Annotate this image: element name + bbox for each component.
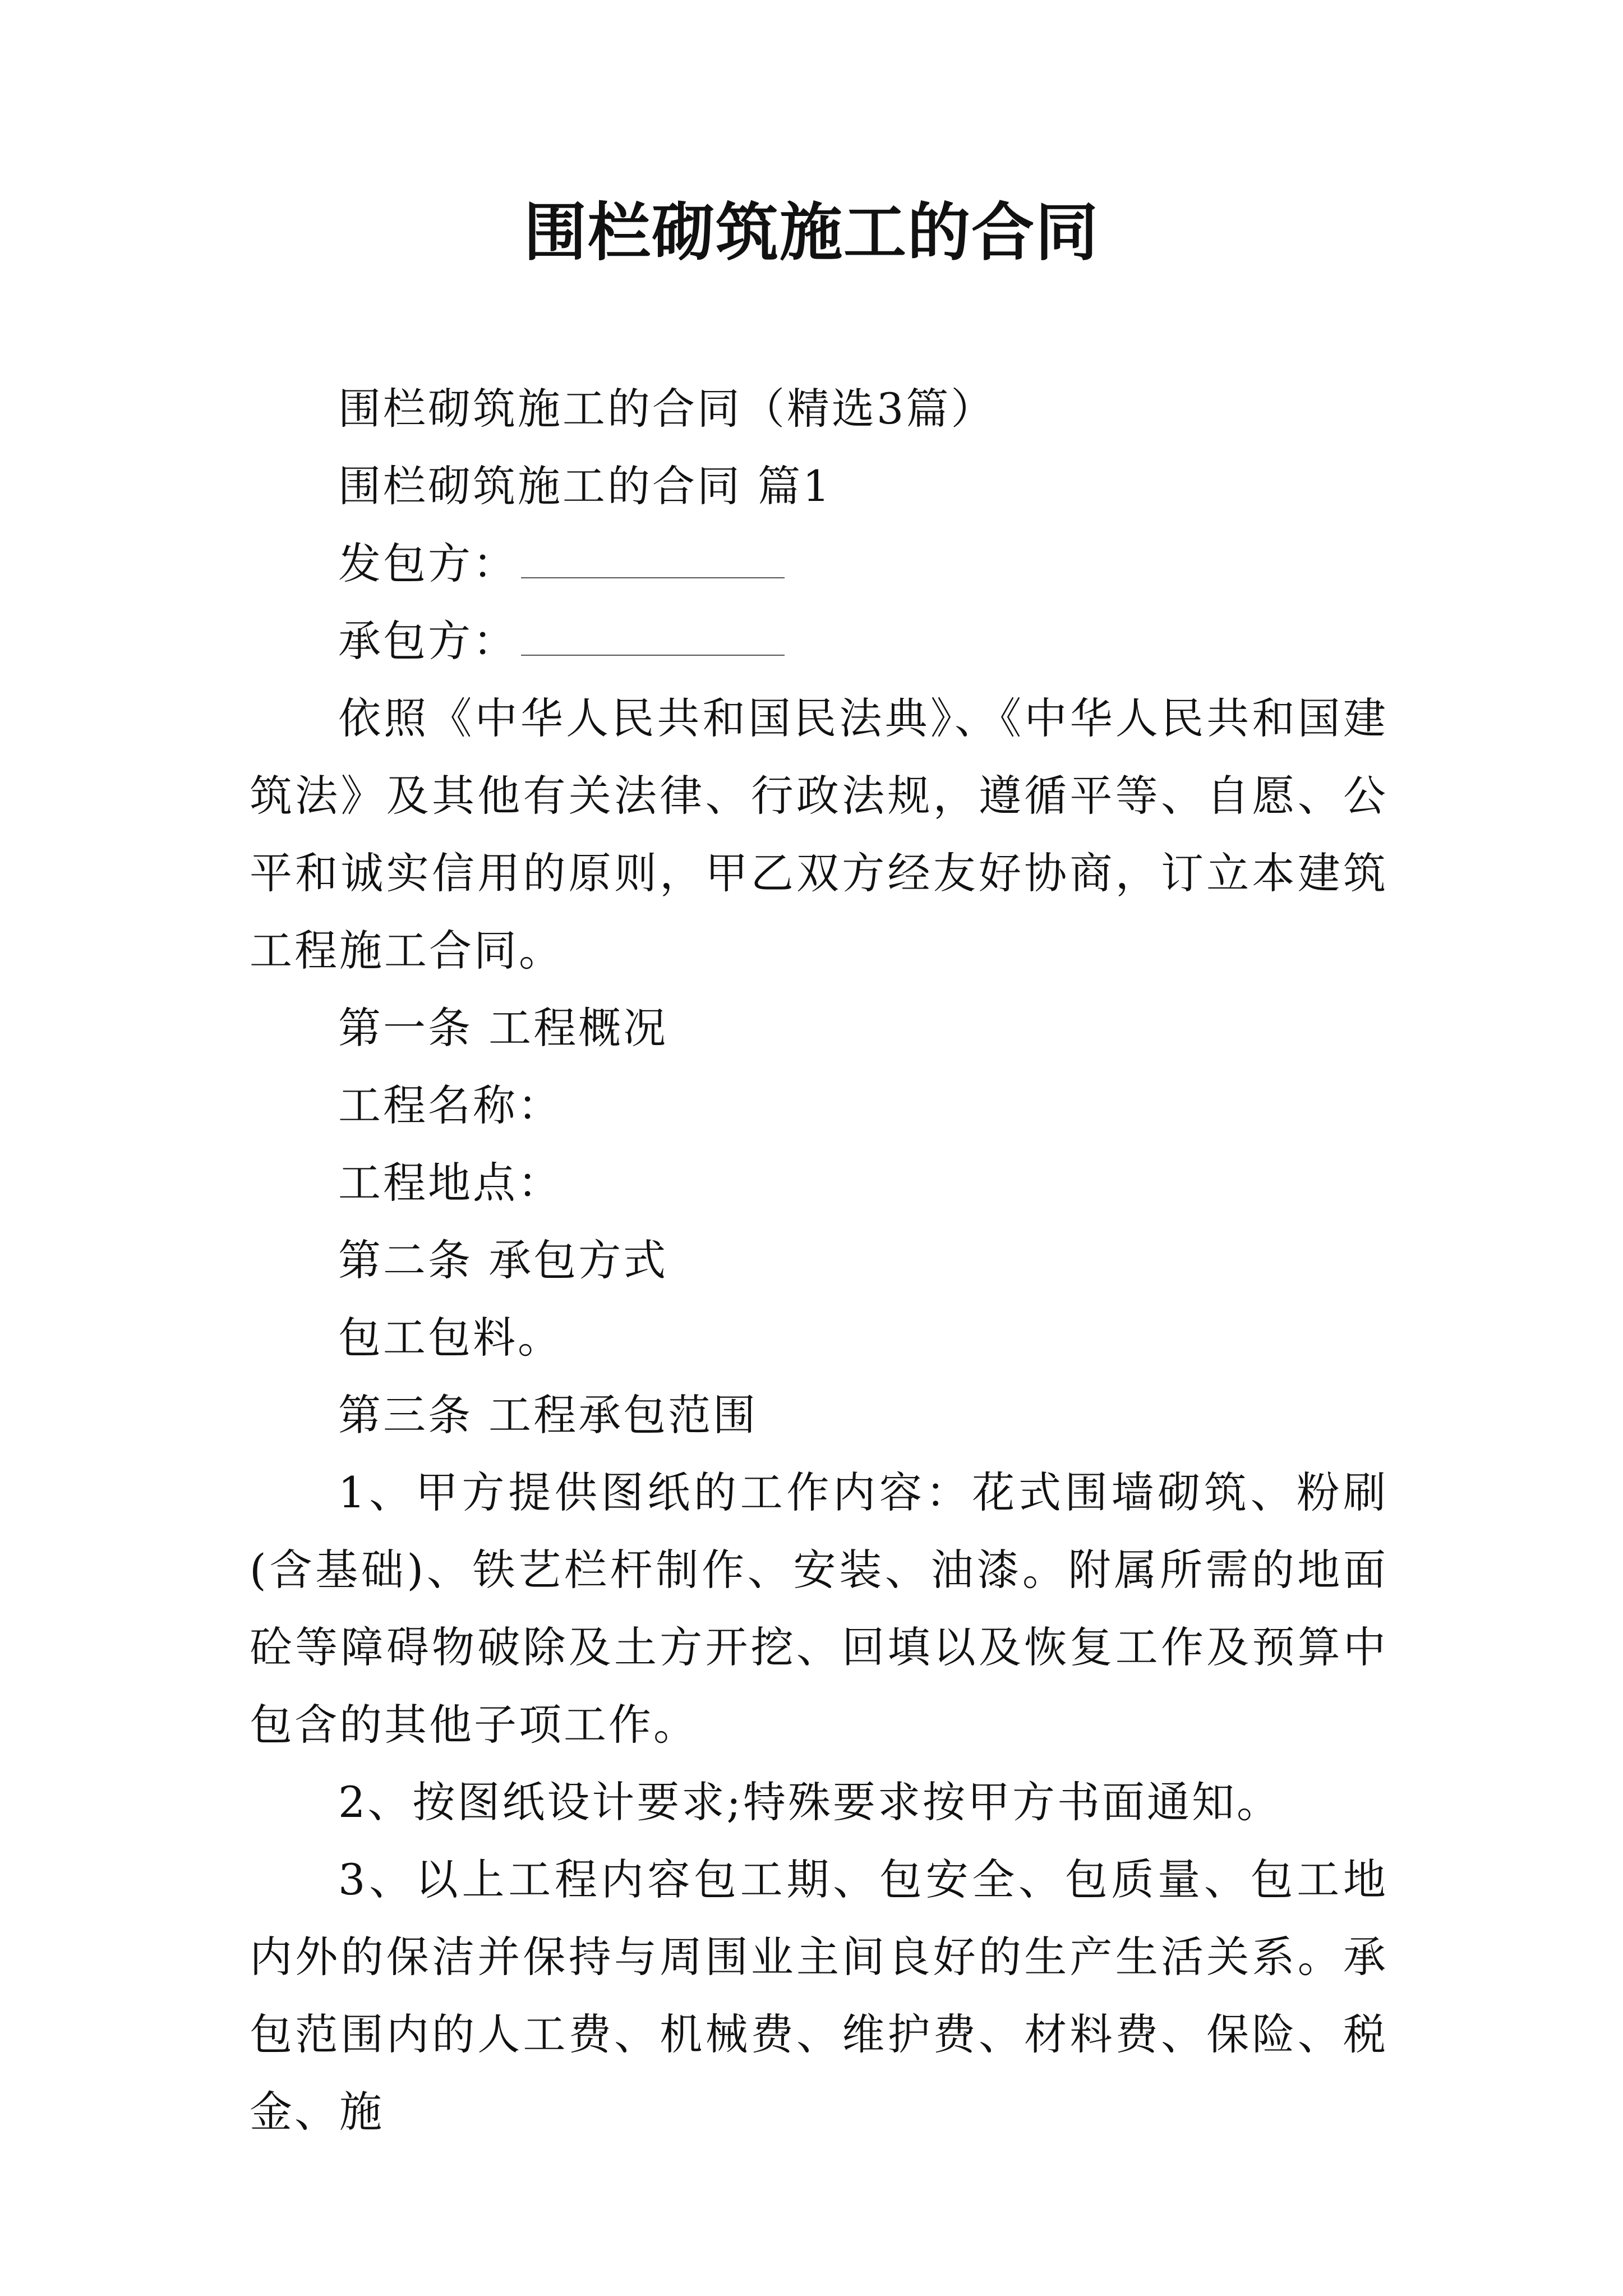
subtitle-line: 围栏砌筑施工的合同（精选3篇） bbox=[338, 384, 996, 434]
party-b-blank bbox=[521, 611, 785, 656]
document-body bbox=[250, 370, 1388, 2151]
party-a-label: 发包方： bbox=[338, 539, 518, 588]
article-3-item-1: 1、甲方提供图纸的工作内容：花式围墙砌筑、粉刷(含基础)、铁艺栏杆制作、安装、油漆。附属所需的地面砼等障碍物破除及土方开挖、回填以及恢复工作及预算中包含的其他子项工作。 bbox=[250, 1467, 1388, 1750]
party-a-blank bbox=[521, 533, 785, 578]
project-location-line: 工程地点： bbox=[338, 1158, 562, 1208]
article-1-heading: 第一条 工程概况 bbox=[338, 1003, 668, 1053]
part-heading: 围栏砌筑施工的合同 篇1 bbox=[338, 461, 832, 511]
preamble-paragraph: 依照《中华人民共和国民法典》、《中华人民共和国建筑法》及其他有关法律、行政法规，遵循平等、自愿、公平和诚实信用的原则，甲乙双方经友好协商，订立本建筑工程施工合同。 bbox=[250, 693, 1388, 976]
party-b-label: 承包方： bbox=[338, 616, 518, 666]
party-b-line bbox=[250, 602, 1388, 680]
article-3-item-3: 3、以上工程内容包工期、包安全、包质量、包工地内外的保洁并保持与周围业主间良好的生产生活关系。承包范围内的人工费、机械费、维护费、材料费、保险、税金、施 bbox=[250, 1855, 1388, 2137]
article-2-heading: 第二条 承包方式 bbox=[338, 1235, 668, 1285]
article-3-heading: 第三条 工程承包范围 bbox=[338, 1390, 758, 1440]
party-a-line bbox=[250, 525, 1388, 602]
article-3-item-2: 2、按图纸设计要求;特殊要求按甲方书面通知。 bbox=[338, 1777, 1281, 1827]
project-name-line: 工程名称： bbox=[338, 1080, 562, 1130]
document-title: 围栏砌筑施工的合同 bbox=[524, 196, 1099, 269]
article-2-text: 包工包料。 bbox=[338, 1313, 562, 1363]
